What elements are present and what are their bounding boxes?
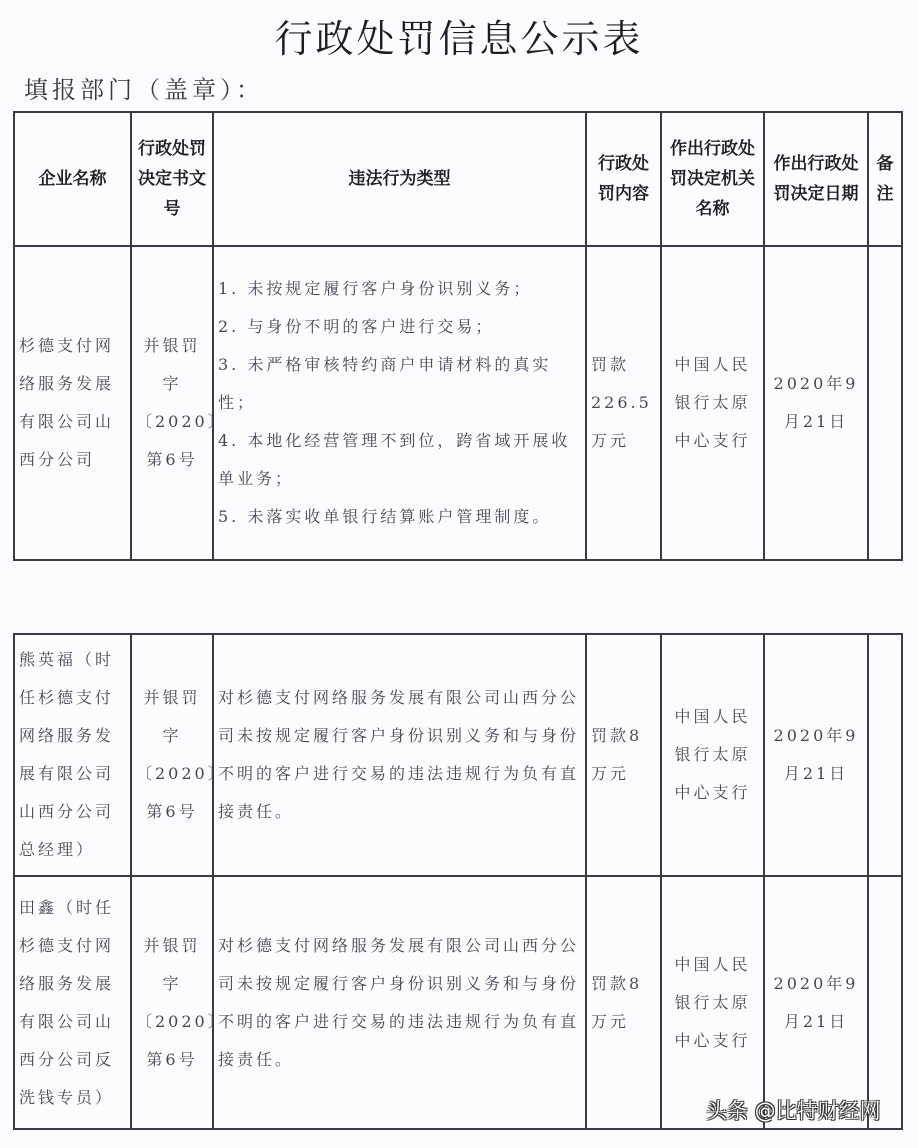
cell-entity: 熊英福（时任杉德支付网络服务发展有限公司山西分公司总经理） — [14, 634, 131, 876]
cell-penalty: 罚款8万元 — [586, 876, 661, 1129]
cell-penalty: 罚款226.5万元 — [586, 246, 661, 560]
cell-violations: 对杉德支付网络服务发展有限公司山西分公司未按规定履行客户身份识别义务和与身份不明的客户进行交易的违法违规行为负有直接责任。 — [213, 876, 586, 1129]
cell-doc-no: 并银罚字〔2020〕第6号 — [131, 634, 213, 876]
cell-authority: 中国人民银行太原中心支行 — [661, 634, 764, 876]
violation-item: 3. 未严格审核特约商户申请材料的真实性； — [218, 355, 552, 412]
header-violation-type: 违法行为类型 — [213, 112, 586, 246]
cell-date: 2020年9月21日 — [764, 246, 868, 560]
table-row — [14, 876, 902, 1129]
header-remark: 备注 — [868, 112, 902, 246]
header-date: 作出行政处罚决定日期 — [764, 112, 868, 246]
cell-doc-no: 并银罚字〔2020〕第6号 — [131, 876, 213, 1129]
header-penalty: 行政处罚内容 — [586, 112, 661, 246]
cell-authority: 中国人民银行太原中心支行 — [661, 246, 764, 560]
cell-remark — [868, 876, 902, 1129]
violation-list — [218, 270, 581, 536]
violation-item: 1. 未按规定履行客户身份识别义务； — [218, 279, 533, 298]
penalty-table-page2 — [13, 633, 903, 1130]
header-doc-no: 行政处罚决定书文号 — [131, 112, 213, 246]
table-row — [14, 246, 902, 560]
cell-entity: 杉德支付网络服务发展有限公司山西分公司 — [14, 246, 131, 560]
table-header-row — [14, 112, 902, 246]
cell-remark — [868, 634, 902, 876]
penalty-table-page1 — [13, 111, 903, 561]
cell-penalty: 罚款8万元 — [586, 634, 661, 876]
table-row — [14, 634, 902, 876]
cell-date: 2020年9月21日 — [764, 634, 868, 876]
reporting-dept-label: 填报部门（盖章）： — [24, 76, 264, 104]
cell-violations — [213, 246, 586, 560]
violation-item: 5. 未落实收单银行结算账户管理制度。 — [218, 507, 552, 526]
violation-item: 4. 本地化经营管理不到位，跨省域开展收单业务； — [218, 431, 571, 488]
header-authority: 作出行政处罚决定机关名称 — [661, 112, 764, 246]
watermark: 头条 @比特财经网 — [706, 1099, 881, 1123]
cell-authority: 中国人民银行太原中心支行 — [661, 876, 764, 1129]
cell-date: 2020年9月21日 — [764, 876, 868, 1129]
cell-remark — [868, 246, 902, 560]
document-title: 行政处罚信息公示表 — [274, 17, 644, 61]
cell-violations: 对杉德支付网络服务发展有限公司山西分公司未按规定履行客户身份识别义务和与身份不明的客户进行交易的违法违规行为负有直接责任。 — [213, 634, 586, 876]
cell-entity: 田鑫（时任杉德支付网络服务发展有限公司山西分公司反洗钱专员） — [14, 876, 131, 1129]
violation-item: 2. 与身份不明的客户进行交易； — [218, 317, 495, 336]
cell-doc-no: 并银罚字〔2020〕第6号 — [131, 246, 213, 560]
header-entity: 企业名称 — [14, 112, 131, 246]
